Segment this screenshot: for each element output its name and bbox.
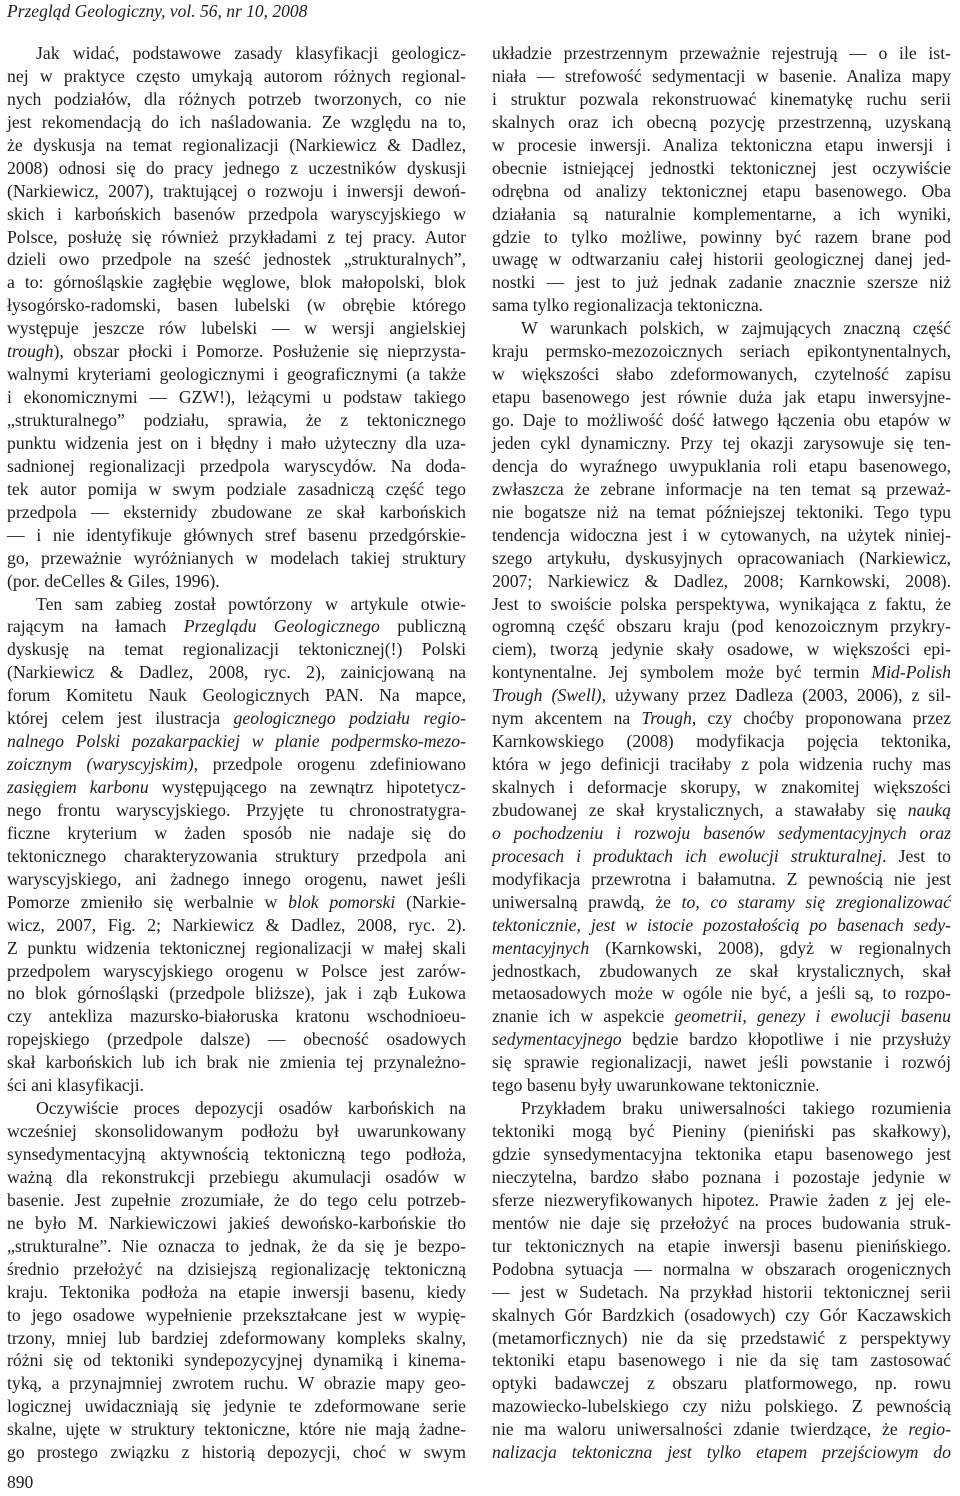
- text-line: Polsce, posłużę się również przykładami z tej pracy. Autor: [7, 226, 466, 247]
- paragraph: [7, 593, 466, 1098]
- text-line: no blok górnośląski (przedpole bliższe), jak i ząb Łukowa: [7, 983, 466, 1004]
- text-line: trzony, mniej lub bardziej zdeformowany kompleks skalny,: [7, 1327, 466, 1348]
- text-line: nym akcentem na Trough, czy choćby proponowana przez: [492, 708, 951, 729]
- text-line: tektonicznego charakteryzowania struktury przedpola ani: [7, 845, 466, 866]
- text-line: ciem), tworzą jedynie skały osadowe, w większości epi-: [492, 639, 951, 660]
- text-line: tur tektonicznych na etapie inwersji basenu pienińskiego.: [492, 1235, 951, 1256]
- text-line: (Narkiewicz, 2007), traktującej o rozwoju i inwersji dewoń-: [7, 180, 466, 201]
- text-line: tyką, a przynajmniej zwrotem ruchu. W obrazie mapy geo-: [7, 1373, 466, 1394]
- text-line: punktu widzenia jest on i błędny i mało użyteczny dla uza-: [7, 432, 466, 453]
- text-line: dzieli owo przedpole na sześć jednostek „strukturalnych”,: [7, 249, 466, 270]
- text-line: sama tylko regionalizacja tektoniczna.: [492, 295, 764, 316]
- text-line: — jest w Sudetach. Na przykład historii tektonicznej serii: [492, 1281, 951, 1302]
- text-line: nieczytelna, bardzo słabo poznana i pozostaje jedynie w: [492, 1166, 951, 1187]
- text-line: 2008) odnosi się do pracy jednego z uczestników dyskusji: [7, 157, 466, 178]
- text-line: skał karbońskich lub ich brak nie zmienia tej przynależno-: [7, 1052, 466, 1073]
- text-line: niała — strefowość sedymentacji w basenie. Analiza mapy: [492, 65, 951, 86]
- text-line: której celem jest ilustracja geologicznego podziału regio-: [7, 708, 467, 729]
- text-line: sferze niezweryfikowanych hipotez. Prawie żaden z jej ele-: [492, 1189, 951, 1210]
- text-line: go prostego związku z historią depozycji, choć w swym: [7, 1442, 466, 1463]
- text-line: kontynentalne. Jej symbolem może być termin Mid-Polish: [492, 662, 951, 683]
- text-line: skalnych Gór Bardzkich (osadowych) czy Gór Kaczawskich: [492, 1304, 951, 1325]
- text-line: Jest to swoiście polska perspektywa, wynikająca z faktu, że: [492, 593, 951, 614]
- text-line: walnymi kryteriami geologicznymi i geograficznymi (a także: [7, 364, 466, 385]
- text-line: etapu basenowego jest równie duża jak etapu inwersyjne-: [492, 387, 951, 408]
- text-line: wcześniej skonsolidowanym podłożu był uwarunkowany: [7, 1121, 466, 1142]
- text-line: procesach i produktach ich ewolucji strukturalnej. Jest to: [492, 845, 951, 866]
- text-line: jeden cykl dynamiczny. Przy tej okazji zarysowuje się ten-: [492, 432, 951, 453]
- text-line: skalnych oraz ich obecną pozycję przestrzenną, uzyskaną: [492, 111, 951, 132]
- text-line: to jego osadowe wypełnienie przekształcane jest w wypię-: [7, 1304, 466, 1325]
- text-line: nalnego Polski pozakarpackiej w planie podpermsko-mezo-: [7, 731, 466, 752]
- text-line: (por. deCelles & Giles, 1996).: [7, 570, 220, 591]
- text-line: ropejskiego (przedpole dalsze) — obecność osadowych: [7, 1029, 466, 1050]
- text-line: ne było M. Narkiewiczowi jakieś dewońsko-karbońskie tło: [7, 1212, 466, 1233]
- text-line: dencja do wyraźnego uwypuklania roli etapu basenowego,: [492, 455, 951, 476]
- text-line: przedpolem waryscyjskiego orogenu w Polsce jest zarów-: [7, 960, 466, 981]
- text-line: W warunkach polskich, w zajmujących znaczną część: [521, 318, 951, 339]
- text-line: Pomorze zmieniło się werbalnie w blok pomorski (Narkie-: [7, 891, 467, 912]
- text-line: „strukturalnego” podziału, sprawia, że z tektonicznego: [7, 410, 466, 430]
- text-line: nej w praktyce często umykają autorom różnych regional-: [7, 65, 466, 86]
- text-line: Podobna sytuacja — normalna w obszarach orogenicznych: [492, 1258, 951, 1279]
- text-line: nych podziałów, dla różnych potrzeb tworzonych, co nie: [7, 88, 466, 109]
- text-line: uwagę w odtwarzaniu całej historii geologicznej danej jed-: [492, 249, 951, 270]
- text-line: „strukturalne”. Nie oznacza to jednak, że da się je bezpo-: [7, 1235, 466, 1256]
- paragraph: [492, 42, 951, 317]
- text-line: gdzie to tylko możliwe, powinny być razem brane pod: [492, 226, 951, 247]
- paragraph: [7, 42, 466, 593]
- paragraph: [7, 1097, 466, 1464]
- text-line: że dyskusja na temat regionalizacji (Narkiewicz & Dadlez,: [7, 134, 466, 155]
- text-line: nalizacja tektoniczna jest tylko etapem przejściowym do: [492, 1442, 951, 1463]
- text-line: Ten sam zabieg został powtórzony w artykule otwie-: [36, 593, 466, 614]
- text-line: się sprawie regionalizacji, nawet jeśli powstanie i rozwój: [492, 1052, 951, 1073]
- text-line: synsedymentacyjną aktywnością tektoniczną tego podłoża,: [7, 1144, 466, 1164]
- text-line: basenie. Jest zupełnie zrozumiałe, że do tego celu potrzeb-: [7, 1189, 466, 1210]
- text-line: w procesie inwersji. Analiza tektoniczna etapu inwersji i: [492, 134, 951, 155]
- text-line: Karnkowskiego (2008) modyfikacja pojęcia tektonika,: [492, 731, 951, 752]
- text-line: występuje jeszcze rów lubelski — w wersji angielskiej: [7, 318, 466, 339]
- text-line: nostki — jest to już jednak zadanie znacznie szersze niż: [492, 272, 951, 293]
- text-line: średnio przełożyć na dzisiejszą regionalizację tektoniczną: [7, 1258, 466, 1279]
- paragraph: [492, 1097, 951, 1464]
- text-line: a to: górnośląskie zagłębie węglowe, blok małopolski, blok: [7, 272, 466, 293]
- text-line: i struktur pozwala rekonstruować kinematykę ruchu serii: [492, 88, 951, 109]
- text-line: i ekonomicznymi — GZW!), leżącymi u podstaw takiego: [7, 387, 466, 408]
- text-line: skalnych i deformacje skorupy, w znakomitej większości: [492, 777, 951, 797]
- text-line: nego frontu waryscyjskiego. Przyjęte tu chronostratygra-: [7, 799, 466, 820]
- text-line: ogromną część obszaru kraju (pod kenozoicznym przykry-: [492, 616, 951, 637]
- text-line: ficzne kryterium w żaden sposób nie nadaje się do: [7, 822, 466, 843]
- text-line: (Narkiewicz & Dadlez, 2008, ryc. 2), zainicjowaną na: [7, 662, 466, 683]
- text-line: przedpola — eksternidy zbudowane ze skał karbońskich: [7, 501, 466, 522]
- running-header: Przegląd Geologiczny, vol. 56, nr 10, 2008: [7, 1, 308, 21]
- text-line: Trough (Swell), używany przez Dadleza (2003, 2006), z sil-: [492, 685, 951, 706]
- text-line: tektoniki etapu basenowego i nie da się tam zastosować: [492, 1350, 951, 1371]
- text-line: szego artykułu, dyskusyjnych opracowaniach (Narkiewicz,: [492, 547, 951, 568]
- text-line: odrębna od analizy tektonicznej etapu basenowego. Oba: [492, 180, 951, 201]
- text-line: czy antekliza mazursko-białoruska kratonu wschodnioeu-: [7, 1006, 466, 1027]
- text-line: tek autor pomija w swym podziale zasadniczą część tego: [7, 478, 466, 499]
- text-line: która w jego definicji traciłaby z pola widzenia ruchy mas: [492, 754, 951, 775]
- text-line: go, przeważnie wyróżnianych w modelach takiej struktury: [7, 547, 466, 568]
- text-line: ważną dla rekonstrukcji przebiegu akumulacji osadów w: [7, 1166, 466, 1187]
- text-line: mentów nie daje się przełożyć na proces budowania struk-: [492, 1212, 951, 1233]
- text-line: skich i karbońskich basenów przedpola waryscyjskiego w: [7, 203, 466, 224]
- text-line: — i nie identyfikuje głównych stref basenu przedgórskie-: [7, 524, 466, 545]
- text-line: modyfikacja przewrotna i bałamutna. Z pewnością nie jest: [492, 868, 951, 889]
- text-line: jednostkach, zbudowanych ze skał krystalicznych, skał: [492, 960, 951, 981]
- text-line: waryscyjskiego, ani żadnego innego orogenu, nawet jeśli: [7, 868, 466, 889]
- text-line: w większości słabo zdeformowanych, czytelność zapisu: [492, 364, 951, 385]
- text-line: zasięgiem karbonu występującego na zewnątrz hipotetycz-: [7, 777, 466, 797]
- text-line: logicznej uwidaczniają się jedynie te zdeformowane serie: [7, 1396, 466, 1417]
- left-column: [7, 42, 466, 1464]
- text-line: zwłaszcza że zebrane informacje na ten temat są przeważ-: [492, 478, 951, 499]
- text-line: kraju. Tektonika podłoża na etapie inwersji basenu, kiedy: [7, 1281, 466, 1302]
- text-line: mentacyjnych (Karnkowski, 2008), gdyż w regionalnych: [492, 937, 951, 958]
- text-line: metaosadowych może w ogóle nie być, a jeśli są, to rozpo-: [492, 983, 951, 1004]
- text-line: Oczywiście proces depozycji osadów karbońskich na: [36, 1098, 466, 1119]
- text-line: działania są naturalnie komplementarne, a ich wyniki,: [492, 203, 951, 224]
- text-line: Przykładem braku uniwersalności takiego rozumienia: [521, 1098, 951, 1119]
- page-number: 890: [7, 1472, 34, 1492]
- text-line: o pochodzeniu i rozwoju basenów sedymentacyjnych oraz: [492, 822, 951, 843]
- text-line: sedymentacyjnego będzie bardzo kłopotliwe i nie przysłuży: [492, 1029, 951, 1050]
- text-line: układzie przestrzennym przeważnie rejestrują — o ile ist-: [492, 43, 951, 63]
- text-line: gdzie synsedymentacyjna tektonika etapu basenowego jest: [492, 1144, 951, 1164]
- right-column: [492, 42, 951, 1464]
- paragraph: [492, 317, 951, 1097]
- text-line: nie bogatsze niż na temat późniejszej tektoniki. Tego typu: [492, 501, 951, 522]
- text-line: tektoniki mogą być Pieniny (pieniński pas skałkowy),: [492, 1121, 951, 1142]
- text-line: jest rekomendacją do ich naśladowania. Ze względu na to,: [7, 111, 466, 132]
- text-line: obecnie istniejącej jednostki tektonicznej jest oczywiście: [492, 157, 951, 178]
- text-line: różni się od tektoniki syndepozycyjnej dynamiką i kinema-: [7, 1350, 466, 1371]
- text-line: go. Daje to możliwość dość łatwego łączenia obu etapów w: [492, 410, 951, 430]
- text-line: uniwersalną prawdą, że to, co staramy się zregionalizować: [492, 891, 952, 912]
- text-line: nie ma waloru uniwersalności zdanie twierdzące, że regio-: [492, 1419, 951, 1440]
- text-line: trough), obszar płocki i Pomorze. Posłużenie się nieprzysta-: [7, 341, 466, 362]
- text-line: sadnionej regionalizacji przedpola waryscydów. Na doda-: [7, 455, 466, 476]
- text-line: ści ani klasyfikacji.: [7, 1075, 145, 1096]
- text-line: tendencja widoczna jest i w cytowanych, na użytek niniej-: [492, 524, 951, 545]
- text-line: wicz, 2007, Fig. 2; Narkiewicz & Dadlez, 2008, ryc. 2).: [7, 914, 466, 935]
- text-line: mazowiecko-lubelskiego czy niżu polskiego. Z pewnością: [492, 1396, 951, 1417]
- text-line: Z punktu widzenia tektonicznej regionalizacji w małej skali: [7, 937, 466, 958]
- text-line: łysogórsko-radomski, basen lubelski (w obrębie którego: [7, 295, 466, 316]
- text-line: (metamorficznych) nie da się przedstawić z perspektywy: [492, 1327, 951, 1348]
- text-line: dyskusję na temat regionalizacji tektonicznej(!) Polski: [7, 639, 466, 660]
- text-line: tektonicznie, jest w istocie pozostałością po basenach sedy-: [492, 914, 951, 935]
- text-line: rającym na łamach Przeglądu Geologicznego publiczną: [7, 616, 466, 637]
- text-line: kraju permsko-mezozoicznych seriach epikontynentalnych,: [492, 341, 951, 362]
- text-line: 2007; Narkiewicz & Dadlez, 2008; Karnkowski, 2008).: [492, 570, 951, 591]
- text-line: tego basenu były uwarunkowane tektonicznie.: [492, 1075, 820, 1096]
- text-line: zoicznym (waryscyjskim), przedpole orogenu zdefiniowano: [7, 754, 466, 775]
- text-line: optyki badawczej z obszaru platformowego, np. rowu: [492, 1373, 951, 1394]
- text-line: forum Komitetu Nauk Geologicznych PAN. Na mapce,: [7, 685, 466, 706]
- text-line: Jak widać, podstawowe zasady klasyfikacji geologicz-: [36, 43, 466, 63]
- text-line: znanie ich w aspekcie geometrii, genezy i ewolucji basenu: [492, 1006, 951, 1027]
- text-line: zbudowanej ze skał krystalicznych, a stawałaby się nauką: [492, 799, 951, 820]
- text-line: skalne, ujęte w struktury tektoniczne, które nie mają żadne-: [7, 1419, 466, 1440]
